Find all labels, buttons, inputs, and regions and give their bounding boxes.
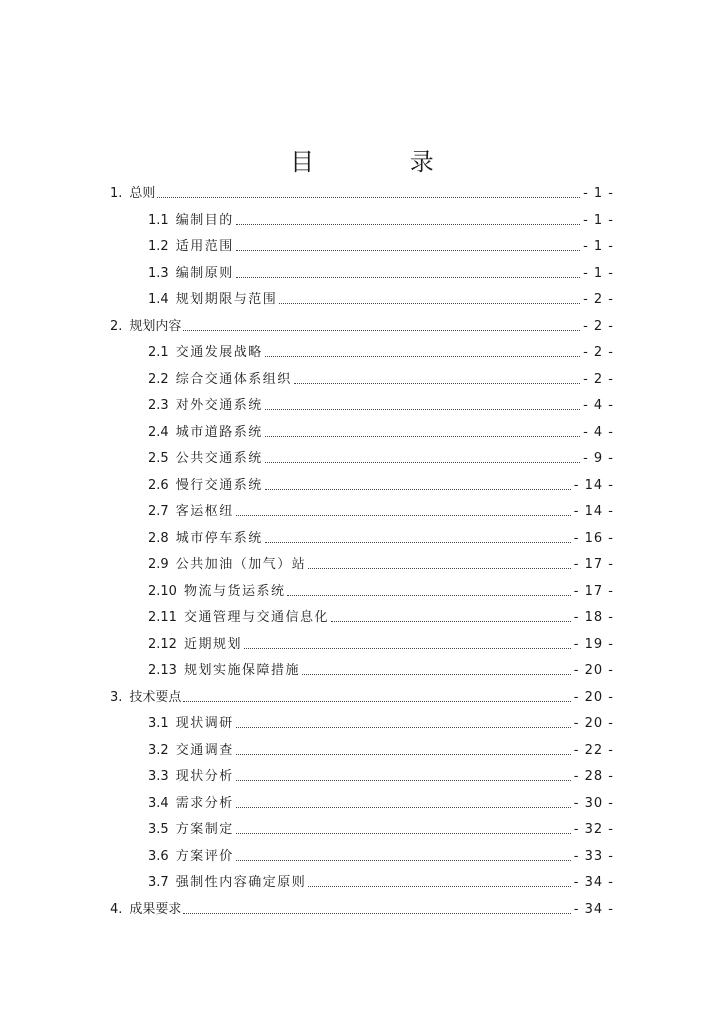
- toc-entry-number: 2.13: [148, 663, 177, 678]
- toc-entry-page: - 18 -: [573, 610, 614, 625]
- toc-entry-number: 3.5: [148, 822, 169, 837]
- toc-chapter-entry[interactable]: [110, 181, 614, 208]
- toc-entry-label: 近期规划: [183, 636, 242, 652]
- toc-entry-label: 对外交通系统: [175, 398, 263, 413]
- toc-dot-leader: [236, 753, 571, 755]
- toc-entry-number: 2.7: [148, 504, 169, 519]
- toc-entry-label: 规划实施保障措施: [183, 663, 300, 678]
- toc-section-entry[interactable]: [110, 208, 614, 235]
- toc-dot-leader: [265, 541, 571, 543]
- toc-dot-leader: [265, 435, 580, 437]
- toc-dot-leader: [236, 276, 580, 278]
- toc-entry-label: 综合交通体系组织: [175, 371, 292, 387]
- toc-entry-label: 物流与货运系统: [183, 583, 286, 599]
- toc-dot-leader: [183, 700, 570, 702]
- toc-title: 目 录: [290, 148, 478, 176]
- toc-dot-leader: [244, 647, 571, 649]
- toc-section-entry[interactable]: [110, 764, 614, 791]
- toc-entry-number: 2.: [110, 318, 123, 334]
- toc-entry-number: 2.1: [148, 345, 169, 360]
- toc-entry-number: 4.: [110, 901, 123, 917]
- toc-chapter-entry[interactable]: [110, 314, 614, 341]
- toc-dot-leader: [236, 726, 571, 728]
- toc-dot-leader: [236, 249, 580, 251]
- toc-dot-leader: [265, 355, 580, 357]
- toc-entry-page: - 32 -: [573, 822, 614, 837]
- toc-entry-number: 3.1: [148, 716, 169, 731]
- toc-entry-page: - 16 -: [573, 530, 614, 546]
- toc-section-entry[interactable]: [110, 711, 614, 738]
- toc-section-entry[interactable]: [110, 844, 614, 871]
- toc-entry-number: 2.3: [148, 398, 169, 413]
- toc-entry-page: - 2 -: [583, 371, 614, 387]
- toc-entry-page: - 19 -: [573, 636, 614, 652]
- toc-section-entry[interactable]: [110, 817, 614, 844]
- toc-entry-page: - 4 -: [583, 424, 614, 440]
- toc-entry-page: - 9 -: [583, 451, 614, 466]
- toc-dot-leader: [308, 885, 571, 887]
- toc-entry-label: 成果要求: [129, 901, 182, 917]
- toc-entry-label: 技术要点: [129, 689, 182, 705]
- toc-entry-number: 3.7: [148, 875, 169, 890]
- toc-dot-leader: [294, 382, 580, 384]
- toc-dot-leader: [236, 223, 580, 225]
- toc-chapter-entry[interactable]: [110, 897, 614, 924]
- toc-section-entry[interactable]: [110, 526, 614, 553]
- toc-dot-leader: [331, 620, 571, 622]
- toc-section-entry[interactable]: [110, 287, 614, 314]
- toc-entry-label: 交通发展战略: [175, 345, 263, 360]
- toc-dot-leader: [265, 408, 580, 410]
- toc-entry-label: 适用范围: [175, 239, 234, 254]
- toc-entry-number: 1.: [110, 186, 123, 201]
- toc-entry-page: - 14 -: [573, 477, 614, 493]
- toc-entry-label: 交通调查: [175, 742, 234, 758]
- toc-section-entry[interactable]: [110, 605, 614, 632]
- toc-dot-leader: [265, 461, 580, 463]
- toc-entry-number: 3.4: [148, 795, 169, 811]
- toc-section-entry[interactable]: [110, 446, 614, 473]
- toc-entry-label: 编制原则: [175, 265, 234, 281]
- toc-entry-page: - 17 -: [573, 557, 614, 572]
- toc-entry-label: 公共加油（加气）站: [175, 557, 307, 572]
- toc-dot-leader: [279, 302, 580, 304]
- toc-section-entry[interactable]: [110, 420, 614, 447]
- toc-entry-number: 2.6: [148, 477, 169, 493]
- toc-entry-page: - 33 -: [573, 848, 614, 864]
- toc-dot-leader: [236, 832, 571, 834]
- toc-chapter-entry[interactable]: [110, 685, 614, 712]
- toc-entry-number: 2.11: [148, 610, 177, 625]
- toc-entry-label: 交通管理与交通信息化: [183, 610, 329, 625]
- toc-entry-page: - 34 -: [573, 901, 614, 917]
- toc-entry-number: 3.3: [148, 769, 169, 784]
- toc-entry-label: 方案制定: [175, 822, 234, 837]
- toc-dot-leader: [236, 514, 571, 516]
- toc-entry-number: 2.4: [148, 424, 169, 440]
- toc-entry-page: - 30 -: [573, 795, 614, 811]
- toc-entry-number: 1.1: [148, 212, 169, 228]
- toc-section-entry[interactable]: [110, 234, 614, 261]
- toc-entry-label: 慢行交通系统: [175, 477, 263, 493]
- toc-entry-page: - 20 -: [573, 689, 614, 705]
- toc-dot-leader: [236, 859, 571, 861]
- toc-entry-label: 规划期限与范围: [175, 292, 278, 307]
- toc-dot-leader: [157, 196, 580, 198]
- toc-entry-page: - 17 -: [573, 583, 614, 599]
- toc-dot-leader: [183, 912, 570, 914]
- toc-entry-page: - 28 -: [573, 769, 614, 784]
- toc-entry-page: - 20 -: [573, 663, 614, 678]
- toc-entry-label: 客运枢纽: [175, 504, 234, 519]
- toc-entry-label: 编制目的: [175, 212, 234, 228]
- toc-dot-leader: [308, 567, 571, 569]
- toc-section-entry[interactable]: [110, 340, 614, 367]
- toc-entry-label: 城市停车系统: [175, 530, 263, 546]
- toc-entry-page: - 34 -: [573, 875, 614, 890]
- toc-entry-number: 1.3: [148, 265, 169, 281]
- toc-entry-label: 现状分析: [175, 769, 234, 784]
- toc-entry-page: - 1 -: [583, 265, 614, 281]
- toc-entry-number: 3.: [110, 689, 123, 705]
- toc-entry-page: - 20 -: [573, 716, 614, 731]
- toc-entry-number: 3.2: [148, 742, 169, 758]
- toc-dot-leader: [302, 673, 571, 675]
- toc-dot-leader: [236, 806, 571, 808]
- toc-section-entry[interactable]: [110, 791, 614, 818]
- toc-section-entry[interactable]: [110, 579, 614, 606]
- toc-entry-label: 现状调研: [175, 716, 234, 731]
- toc-entry-page: - 2 -: [583, 318, 614, 334]
- toc-entry-number: 2.10: [148, 583, 177, 599]
- toc-entry-number: 1.4: [148, 292, 169, 307]
- toc-entry-label: 需求分析: [175, 795, 234, 811]
- toc-section-entry[interactable]: [110, 393, 614, 420]
- toc-section-entry[interactable]: [110, 738, 614, 765]
- toc-section-entry[interactable]: [110, 552, 614, 579]
- toc-entry-page: - 1 -: [583, 186, 614, 201]
- toc-entry-page: - 14 -: [573, 504, 614, 519]
- toc-entry-page: - 1 -: [583, 239, 614, 254]
- toc-entry-number: 3.6: [148, 848, 169, 864]
- toc-section-entry[interactable]: [110, 261, 614, 288]
- toc-section-entry[interactable]: [110, 870, 614, 897]
- table-of-contents: [110, 181, 614, 923]
- toc-section-entry[interactable]: [110, 367, 614, 394]
- toc-entry-number: 2.2: [148, 371, 169, 387]
- toc-entry-label: 规划内容: [129, 318, 182, 334]
- toc-dot-leader: [287, 594, 570, 596]
- toc-entry-label: 强制性内容确定原则: [175, 875, 307, 890]
- toc-section-entry[interactable]: [110, 632, 614, 659]
- toc-entry-page: - 1 -: [583, 212, 614, 228]
- toc-entry-page: - 2 -: [583, 345, 614, 360]
- toc-dot-leader: [265, 488, 571, 490]
- toc-entry-label: 城市道路系统: [175, 424, 263, 440]
- toc-dot-leader: [236, 779, 571, 781]
- toc-entry-page: - 2 -: [583, 292, 614, 307]
- toc-entry-number: 2.5: [148, 451, 169, 466]
- toc-entry-number: 2.9: [148, 557, 169, 572]
- toc-dot-leader: [183, 329, 580, 331]
- toc-entry-number: 2.8: [148, 530, 169, 546]
- toc-entry-label: 方案评价: [175, 848, 234, 864]
- toc-section-entry[interactable]: [110, 658, 614, 685]
- toc-entry-label: 公共交通系统: [175, 451, 263, 466]
- toc-entry-page: - 22 -: [573, 742, 614, 758]
- toc-entry-number: 1.2: [148, 239, 169, 254]
- toc-section-entry[interactable]: [110, 499, 614, 526]
- toc-entry-number: 2.12: [148, 636, 177, 652]
- toc-entry-page: - 4 -: [583, 398, 614, 413]
- toc-section-entry[interactable]: [110, 473, 614, 500]
- toc-entry-label: 总则: [129, 186, 156, 201]
